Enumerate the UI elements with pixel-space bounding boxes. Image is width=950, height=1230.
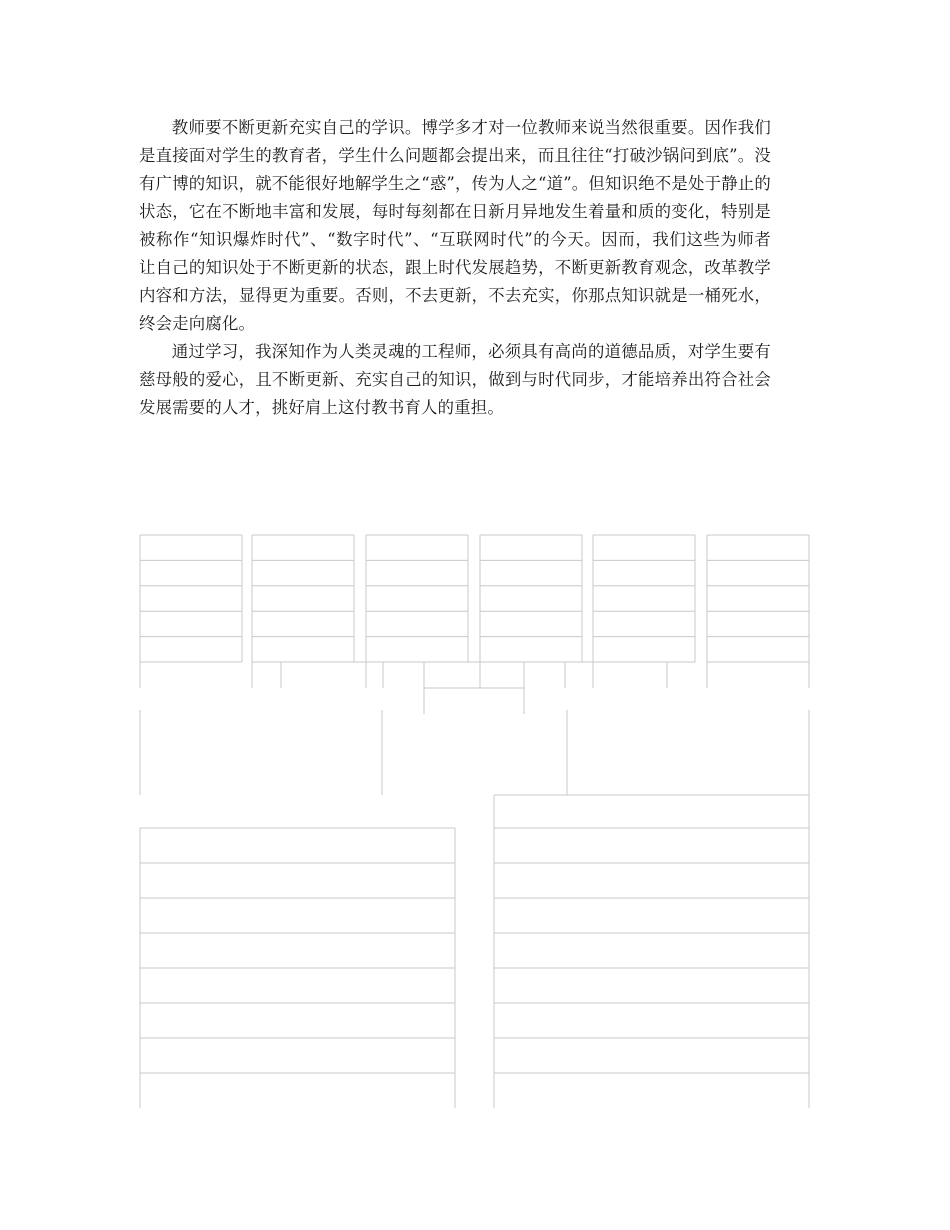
paragraph-1: 教师要不断更新充实自己的学识。博学多才对一位教师来说当然很重要。因作我们是直接面对学生的教育者，学生什么问题都会提出来，而且往往“打破沙锅问到底”。没有广博的知识，就不能很好地解学生之“惑”，传为人之“道”。但知识绝不是处于静止的状态，它在不断地丰富和发展，每时每刻都在日新月异地发生着量和质的变化，特别是被称作“知识爆炸时代”、“数字时代”、“互联网时代”的今天。因而，我们这些为师者让自己的知识处于不断更新的状态，跟上时代发展趋势，不断更新教育观念，改革教学内容和方法，显得更为重要。否则，不去更新，不去充实，你那点知识就是一桶死水，终会走向腐化。: [139, 118, 771, 333]
paragraph-2: 通过学习，我深知作为人类灵魂的工程师，必须具有高尚的道德品质，对学生要有慈母般的爱心，且不断更新、充实自己的知识，做到与时代同步，才能培养出符合社会发展需要的人才，挑好肩上这付教书育人的重担。: [139, 342, 771, 417]
